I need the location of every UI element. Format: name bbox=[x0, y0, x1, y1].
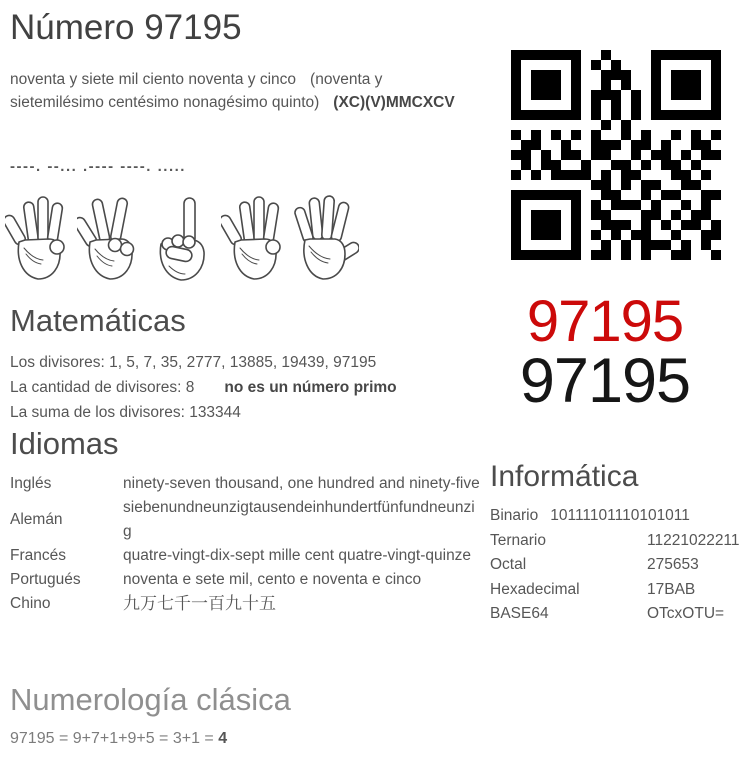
info-label: Octal bbox=[490, 556, 527, 573]
matematicas-heading: Matemáticas bbox=[10, 303, 186, 338]
info-row bbox=[490, 578, 748, 603]
language-label: Chino bbox=[10, 595, 51, 612]
language-value: noventa e sete mil, cento e noventa e cinco bbox=[123, 571, 422, 588]
numerology-equation bbox=[10, 730, 610, 748]
language-value: quatre-vingt-dix-sept mille cent quatre-vingt-quinze bbox=[123, 547, 472, 564]
divisor-count-text: La cantidad de divisores: 8 bbox=[10, 379, 195, 396]
language-label: Inglés bbox=[10, 475, 52, 492]
language-value: ninety-seven thousand, one hundred and ninety-five bbox=[123, 475, 480, 492]
numerologia-heading: Numerología clásica bbox=[10, 682, 291, 717]
numerology-result: 4 bbox=[218, 730, 228, 747]
language-row bbox=[10, 568, 482, 592]
hand-sign-five-icon bbox=[293, 194, 359, 284]
page-title: Número 97195 bbox=[10, 8, 242, 47]
hand-sign-nine-icon bbox=[5, 194, 71, 284]
divisor-sum-line: La suma de los divisores: 133344 bbox=[10, 404, 241, 421]
info-label: Hexadecimal bbox=[490, 580, 580, 598]
section-idiomas bbox=[10, 426, 482, 616]
morse-code: ----. --... .---- ----. ..... bbox=[10, 158, 186, 175]
info-value: OTcxOTU= bbox=[647, 605, 725, 622]
section-informatica bbox=[490, 460, 748, 627]
hand-sign-nine-icon bbox=[221, 194, 287, 284]
ordinal-text: (noventa y sietemilésimo centésimo nonagésimo quinto) bbox=[10, 71, 383, 111]
info-row bbox=[490, 504, 748, 529]
cardinal-text: noventa y siete mil ciento noventa y cinco bbox=[10, 71, 297, 88]
section-numerologia bbox=[10, 682, 610, 748]
language-row bbox=[10, 472, 482, 496]
idiomas-heading: Idiomas bbox=[10, 426, 119, 461]
big-number-red: 97195 bbox=[526, 289, 684, 354]
divisors-line: Los divisores: 1, 5, 7, 35, 2777, 13885, 19439, 97195 bbox=[10, 354, 377, 371]
informatica-heading: Informática bbox=[490, 460, 639, 493]
qr-code bbox=[511, 50, 721, 260]
prime-status: no es un número primo bbox=[224, 379, 397, 396]
language-label: Francés bbox=[10, 547, 66, 564]
hand-sign-one-icon bbox=[149, 194, 215, 284]
language-label: Portugués bbox=[10, 571, 81, 588]
info-row bbox=[490, 553, 748, 578]
info-label: BASE64 bbox=[490, 605, 549, 622]
info-value: 10111101110101011 bbox=[550, 507, 690, 524]
big-number-black: 97195 bbox=[519, 346, 691, 416]
info-value: 275653 bbox=[647, 556, 699, 573]
info-label: Binario bbox=[490, 507, 539, 524]
info-row bbox=[490, 529, 748, 554]
info-row bbox=[490, 602, 748, 627]
numerology-equation-text: 97195 = 9+7+1+9+5 = 3+1 = bbox=[10, 730, 219, 747]
intro-text bbox=[10, 68, 478, 114]
roman-numeral-text: (XC)(V)MMCXCV bbox=[333, 94, 455, 111]
info-value: 17BAB bbox=[647, 580, 696, 598]
language-row bbox=[10, 592, 482, 616]
hand-sign-seven-icon bbox=[77, 194, 143, 284]
language-value: siebenundneunzigtausendeinhundertfünfundneunzig bbox=[123, 499, 475, 540]
section-matematicas bbox=[10, 303, 480, 425]
info-value: 11221022211 bbox=[647, 531, 740, 549]
divisor-count-line bbox=[10, 375, 480, 400]
language-label: Alemán bbox=[10, 511, 63, 528]
language-row bbox=[10, 544, 482, 568]
hand-signs bbox=[5, 194, 359, 284]
language-value: 九万七千一百九十五 bbox=[123, 594, 276, 613]
language-row bbox=[10, 496, 482, 544]
info-label: Ternario bbox=[490, 531, 546, 549]
